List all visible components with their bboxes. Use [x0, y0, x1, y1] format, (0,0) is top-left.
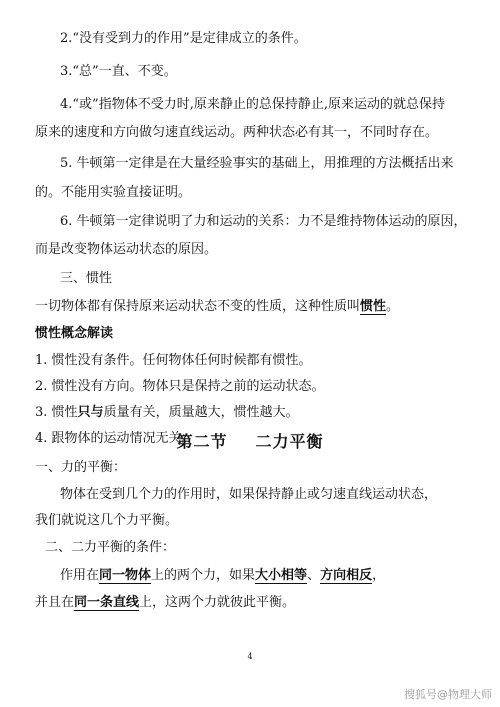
note-6-line-1: 6. 牛顿第一定律说明了力和运动的关系：力不是维持物体运动的原因， — [60, 214, 467, 229]
conditions-heading: 二、二力平衡的条件： — [45, 540, 176, 555]
cond-text-d: ， — [372, 568, 386, 583]
concept-3-bold: 只与 — [77, 405, 104, 420]
concept-2: 2. 惯性没有方向。物体只是保持之前的运动状态。 — [35, 379, 325, 394]
conditions-line-1 — [60, 567, 385, 585]
cond-text-c: 、 — [307, 568, 321, 583]
section-number: 第二节 — [176, 432, 228, 451]
cond-text-e: 并且在 — [35, 595, 75, 610]
definition-end: 。 — [386, 299, 400, 314]
concept-1: 1. 惯性没有条件。任何物体任何时候都有惯性。 — [35, 353, 312, 368]
answer-equal-magnitude: 大小相等 — [255, 568, 308, 583]
note-2: 2.“没有受到力的作用”是定律成立的条件。 — [60, 31, 307, 46]
balance-line-1: 物体在受到几个力的作用时，如果保持静止或匀速直线运动状态， — [60, 487, 438, 502]
balance-heading: 一、力的平衡： — [35, 460, 127, 475]
cond-text-b: 上的两个力，如果 — [151, 568, 256, 583]
cond-text-a: 作用在 — [60, 568, 100, 583]
note-4-line-2: 原来的速度和方向做匀速直线运动。两种状态必有其一，不同时存在。 — [35, 125, 439, 140]
concept-3-pre: 3. 惯性 — [35, 405, 78, 420]
cond-text-f: 上，这两个力就彼此平衡。 — [139, 595, 296, 610]
answer-same-object: 同一物体 — [99, 568, 152, 583]
inertia-definition — [35, 298, 399, 316]
conditions-line-2 — [35, 594, 295, 612]
note-5-line-1: 5. 牛顿第一定律是在大量经验事实的基础上，用推理的方法概括出来 — [60, 156, 454, 171]
note-4-line-1: 4.“或”指物体不受力时,原来静止的总保持静止,原来运动的就总保持 — [60, 97, 445, 112]
inertia-heading: 三、惯性 — [60, 271, 113, 286]
note-6-line-2: 而是改变物体运动状态的原因。 — [35, 242, 218, 257]
answer-same-line: 同一条直线 — [74, 595, 140, 610]
answer-inertia: 惯性 — [360, 299, 387, 314]
answer-opposite-direction: 方向相反 — [320, 568, 373, 583]
page-number: 4 — [247, 652, 253, 661]
balance-line-2: 我们就说这几个力平衡。 — [35, 513, 179, 528]
note-5-line-2: 的。不能用实验直接证明。 — [35, 185, 192, 200]
note-3: 3.“总”一直、不变。 — [60, 64, 177, 79]
concept-4: 4. 跟物体的运动情况无关。 — [35, 431, 195, 446]
concept-3-post: 质量有关，质量越大，惯性越大。 — [103, 405, 299, 420]
concept-title: 惯性概念解读 — [35, 326, 114, 341]
watermark: 搜狐号@物理大师 — [404, 688, 492, 701]
section-name: 二力平衡 — [255, 432, 324, 451]
concept-3 — [35, 404, 299, 422]
definition-text: 一切物体都有保持原来运动状态不变的性质，这种性质叫 — [35, 299, 361, 314]
